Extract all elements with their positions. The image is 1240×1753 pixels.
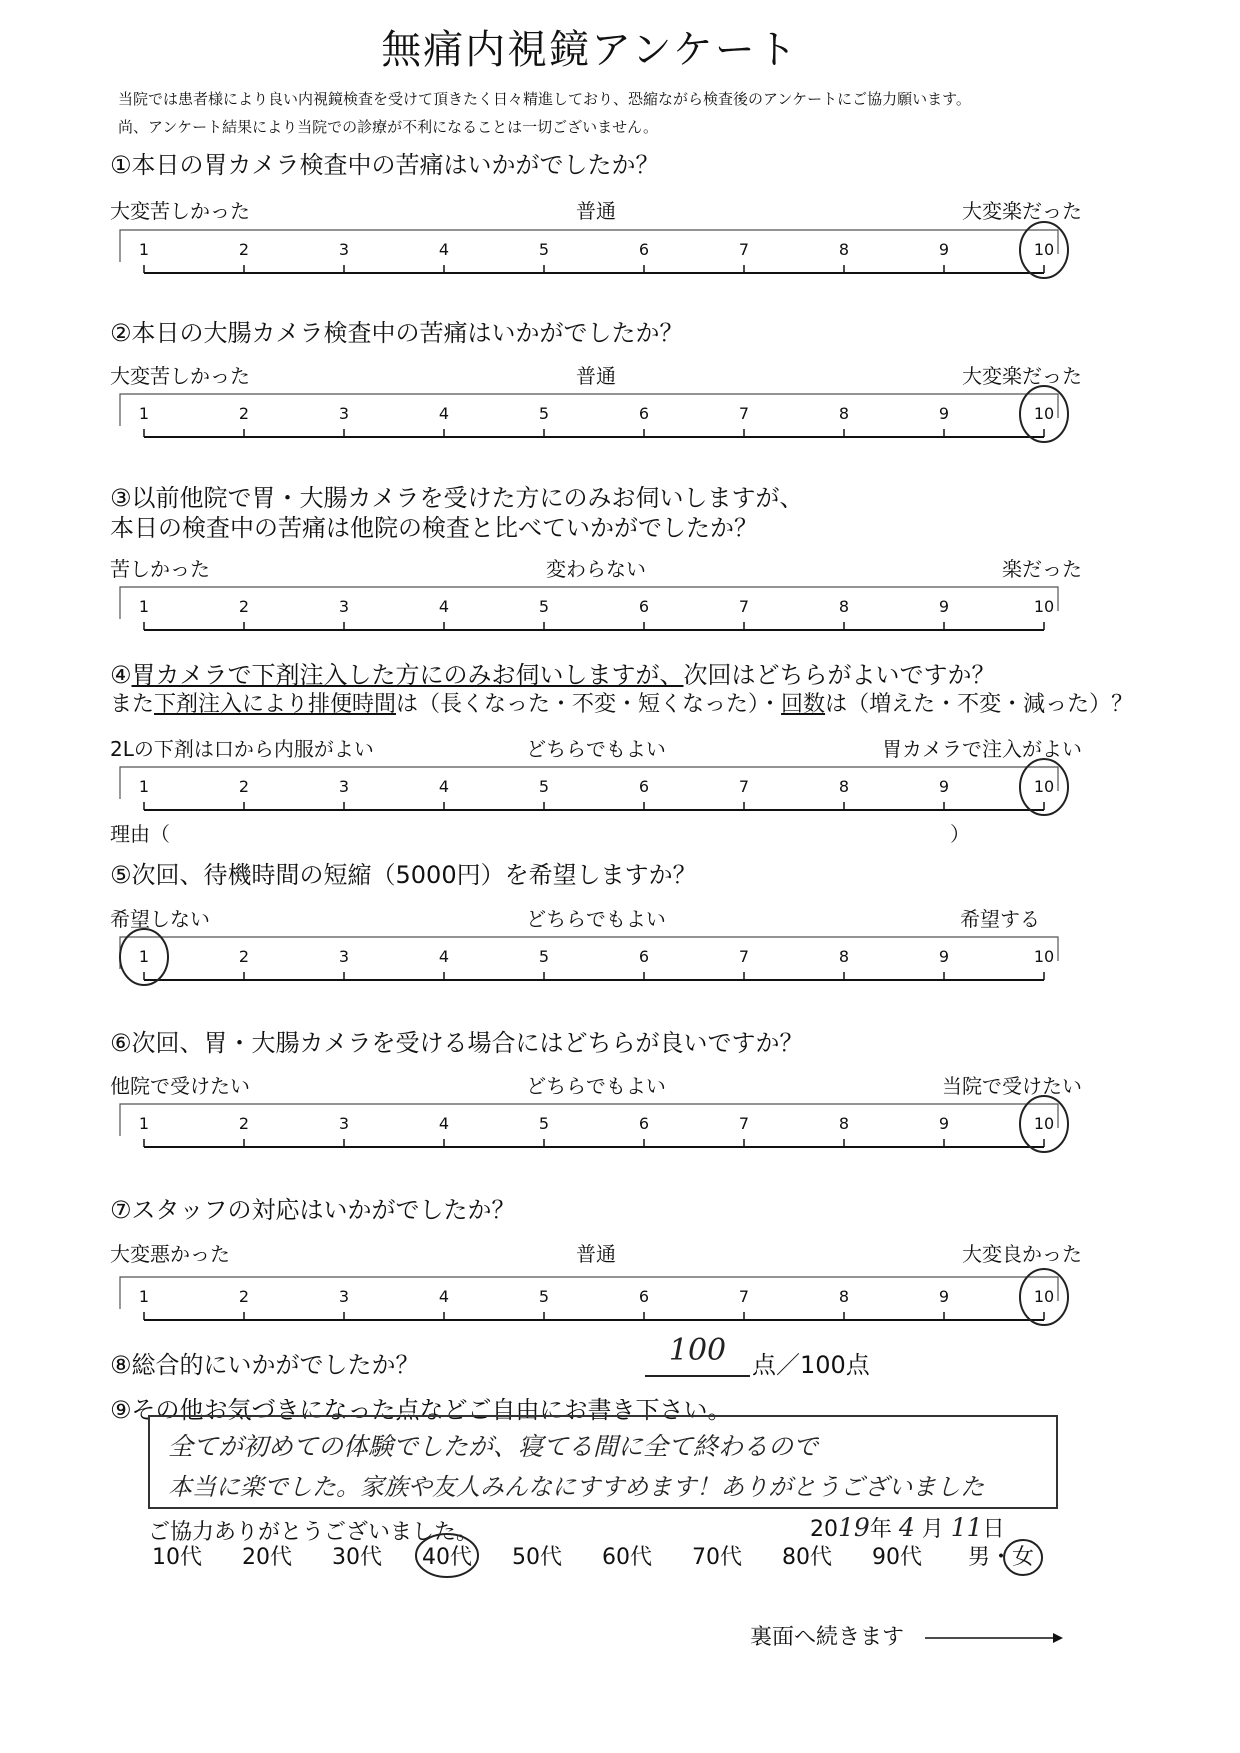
question-9: ⑨その他お気づきになった点などご自由にお書き下さい。 — [110, 1396, 732, 1424]
date-month[interactable]: 4 — [898, 1513, 915, 1542]
age-option[interactable]: 60代 — [602, 1545, 652, 1570]
question-8: ⑧総合的にいかがでしたか？ — [110, 1351, 420, 1379]
scale-option-4[interactable]: 4 — [438, 777, 450, 796]
question-6: ⑥次回、胃・大腸カメラを受ける場合にはどちらが良いですか？ — [110, 1029, 804, 1057]
q1-mid-label: 普通 — [576, 199, 616, 223]
q1-right-label: 大変楽だった — [962, 199, 1082, 223]
scale-option-8[interactable]: 8 — [838, 240, 850, 259]
scale-option-9[interactable]: 9 — [938, 404, 950, 423]
scale-option-7[interactable]: 7 — [738, 240, 750, 259]
scale-option-2[interactable]: 2 — [238, 404, 250, 423]
scale-option-10[interactable]: 10 — [1033, 777, 1055, 796]
scale-option-1[interactable]: 1 — [138, 947, 150, 966]
rating-scale-q2[interactable] — [0, 392, 1240, 452]
question-7: ⑦スタッフの対応はいかがでしたか？ — [110, 1196, 516, 1224]
q4-count-options: は（増えた・不変・減った）？ — [825, 692, 1134, 717]
scale-option-4[interactable]: 4 — [438, 597, 450, 616]
continue-note: 裏面へ続きます — [750, 1625, 905, 1650]
q4-defecation-time: 下剤注入により排便時間 — [154, 692, 397, 717]
gender-separator: ・ — [990, 1545, 1013, 1570]
q4-reason-close: ） — [950, 822, 970, 846]
scale-option-2[interactable]: 2 — [238, 777, 250, 796]
q6-mid-label: どちらでもよい — [526, 1074, 666, 1098]
q4-condition: 胃カメラで下剤注入した方にのみお伺いしますが、 — [131, 661, 684, 689]
scale-option-3[interactable]: 3 — [338, 404, 350, 423]
scale-option-3[interactable]: 3 — [338, 1287, 350, 1306]
scale-option-1[interactable]: 1 — [138, 1287, 150, 1306]
rating-scale-q7[interactable] — [0, 1275, 1240, 1335]
age-option-selected[interactable]: 40代 — [422, 1545, 472, 1570]
q4-count: 回数 — [781, 692, 826, 717]
scale-option-5[interactable]: 5 — [538, 240, 550, 259]
rating-scale-q6[interactable] — [0, 1102, 1240, 1162]
q3-mid-label: 変わらない — [546, 557, 646, 581]
q4-number: ④ — [110, 661, 132, 689]
comment-box[interactable] — [148, 1415, 1058, 1509]
scale-option-3[interactable]: 3 — [338, 777, 350, 796]
date — [810, 1512, 1005, 1543]
intro-line-1: 当院では患者様により良い内視鏡検査を受けて頂きたく日々精進しており、恐縮ながら検査後のアンケートにご協力願います。 — [118, 90, 971, 108]
scale-option-1[interactable]: 1 — [138, 404, 150, 423]
q8-handwritten-score: 100 — [668, 1333, 727, 1368]
scale-option-6[interactable]: 6 — [638, 947, 650, 966]
scale-option-10[interactable]: 10 — [1033, 1287, 1055, 1306]
scale-option-10[interactable]: 10 — [1033, 947, 1055, 966]
scale-option-2[interactable]: 2 — [238, 1114, 250, 1133]
page-title: 無痛内視鏡アンケート — [381, 27, 799, 73]
scale-option-10[interactable]: 10 — [1033, 597, 1055, 616]
date-day-unit: 日 — [982, 1517, 1005, 1542]
scale-option-8[interactable]: 8 — [838, 597, 850, 616]
rating-scale-q5[interactable] — [0, 935, 1240, 995]
scale-option-1[interactable]: 1 — [138, 777, 150, 796]
scale-option-1[interactable]: 1 — [138, 240, 150, 259]
question-4-line2 — [110, 687, 1133, 718]
q2-right-label: 大変楽だった — [962, 364, 1082, 388]
thanks-text: ご協力ありがとうございました。 — [148, 1520, 479, 1545]
gender-options — [968, 1540, 1034, 1571]
q4-also: また — [110, 692, 155, 717]
comment-line-2: 本当に楽でした。家族や友人みんなにすすめます！ありがとうございました — [168, 1473, 985, 1501]
age-option[interactable]: 10代 — [152, 1545, 202, 1570]
age-option[interactable]: 50代 — [512, 1545, 562, 1570]
scale-option-7[interactable]: 7 — [738, 404, 750, 423]
age-option[interactable]: 90代 — [872, 1545, 922, 1570]
q2-mid-label: 普通 — [576, 364, 616, 388]
arrow-right-icon — [925, 1630, 1065, 1646]
q5-mid-label: どちらでもよい — [526, 907, 666, 931]
q4-right-label: 胃カメラで注入がよい — [882, 737, 1082, 761]
scale-option-2[interactable]: 2 — [238, 947, 250, 966]
q5-right-label: 希望する — [960, 907, 1040, 931]
q5-left-label: 希望しない — [110, 907, 210, 931]
scale-option-6[interactable]: 6 — [638, 597, 650, 616]
scale-option-4[interactable]: 4 — [438, 404, 450, 423]
scale-option-7[interactable]: 7 — [738, 597, 750, 616]
rating-scale-q1[interactable] — [0, 228, 1240, 288]
age-option[interactable]: 30代 — [332, 1545, 382, 1570]
comment-line-1: 全てが初めての体験でしたが、寝てる間に全て終わるので — [168, 1432, 819, 1461]
intro-line-2: 尚、アンケート結果により当院での診療が不利になることは一切ございません。 — [118, 118, 659, 136]
scale-option-8[interactable]: 8 — [838, 947, 850, 966]
q7-mid-label: 普通 — [576, 1242, 616, 1266]
scale-option-8[interactable]: 8 — [838, 404, 850, 423]
scale-option-7[interactable]: 7 — [738, 777, 750, 796]
scale-option-10[interactable]: 10 — [1033, 404, 1055, 423]
scale-option-10[interactable]: 10 — [1033, 1114, 1055, 1133]
q4-question: 次回はどちらがよいですか？ — [683, 661, 996, 689]
q6-left-label: 他院で受けたい — [110, 1074, 250, 1098]
gender-female[interactable]: 女 — [1012, 1545, 1035, 1570]
scale-option-6[interactable]: 6 — [638, 777, 650, 796]
q2-left-label: 大変苦しかった — [110, 364, 250, 388]
scale-option-5[interactable]: 5 — [538, 597, 550, 616]
scale-option-3[interactable]: 3 — [338, 947, 350, 966]
scale-option-9[interactable]: 9 — [938, 947, 950, 966]
scale-option-8[interactable]: 8 — [838, 1287, 850, 1306]
scale-option-6[interactable]: 6 — [638, 1114, 650, 1133]
scale-option-4[interactable]: 4 — [438, 947, 450, 966]
scale-option-5[interactable]: 5 — [538, 404, 550, 423]
rating-scale-q3[interactable] — [0, 585, 1240, 645]
question-4 — [110, 655, 996, 690]
question-2: ②本日の大腸カメラ検査中の苦痛はいかがでしたか？ — [110, 319, 684, 347]
question-1: ①本日の胃カメラ検査中の苦痛はいかがでしたか？ — [110, 151, 660, 179]
scale-option-5[interactable]: 5 — [538, 1287, 550, 1306]
question-5: ⑤次回、待機時間の短縮（5000円）を希望しますか？ — [110, 861, 697, 889]
q6-right-label: 当院で受けたい — [942, 1074, 1082, 1098]
date-month-unit: 月 — [921, 1517, 944, 1542]
scale-option-9[interactable]: 9 — [938, 240, 950, 259]
scale-option-1[interactable]: 1 — [138, 597, 150, 616]
q8-score-suffix: 点／100点 — [752, 1351, 870, 1379]
scale-option-4[interactable]: 4 — [438, 1114, 450, 1133]
scale-option-6[interactable]: 6 — [638, 404, 650, 423]
scale-option-6[interactable]: 6 — [638, 1287, 650, 1306]
scale-option-5[interactable]: 5 — [538, 1114, 550, 1133]
q1-left-label: 大変苦しかった — [110, 199, 250, 223]
scale-option-1[interactable]: 1 — [138, 1114, 150, 1133]
scale-option-7[interactable]: 7 — [738, 1287, 750, 1306]
scale-option-3[interactable]: 3 — [338, 1114, 350, 1133]
date-year[interactable]: 19 — [838, 1513, 870, 1542]
gender-male[interactable]: 男 — [968, 1545, 991, 1570]
question-3-line2: 本日の検査中の苦痛は他院の検査と比べていかがでしたか？ — [110, 514, 758, 542]
scale-option-5[interactable]: 5 — [538, 777, 550, 796]
scale-option-2[interactable]: 2 — [238, 240, 250, 259]
scale-option-2[interactable]: 2 — [238, 597, 250, 616]
age-option[interactable]: 70代 — [692, 1545, 742, 1570]
q4-reason-label: 理由（ — [110, 822, 170, 846]
age-option[interactable]: 80代 — [782, 1545, 832, 1570]
q7-left-label: 大変悪かった — [110, 1242, 230, 1266]
q4-mid-label: どちらでもよい — [526, 737, 666, 761]
scale-option-6[interactable]: 6 — [638, 240, 650, 259]
scale-option-5[interactable]: 5 — [538, 947, 550, 966]
scale-option-9[interactable]: 9 — [938, 777, 950, 796]
question-3: ③以前他院で胃・大腸カメラを受けた方にのみお伺いしますが、 — [110, 484, 804, 512]
date-prefix: 20 — [810, 1517, 838, 1542]
age-option[interactable]: 20代 — [242, 1545, 292, 1570]
scale-option-7[interactable]: 7 — [738, 947, 750, 966]
q4-left-label: 2Lの下剤は口から内服がよい — [110, 737, 374, 761]
q3-right-label: 楽だった — [1002, 557, 1082, 581]
scale-option-3[interactable]: 3 — [338, 240, 350, 259]
scale-option-7[interactable]: 7 — [738, 1114, 750, 1133]
q7-right-label: 大変良かった — [962, 1242, 1082, 1266]
q8-score-field[interactable] — [645, 1333, 750, 1377]
scale-option-8[interactable]: 8 — [838, 1114, 850, 1133]
scale-option-3[interactable]: 3 — [338, 597, 350, 616]
scale-option-4[interactable]: 4 — [438, 240, 450, 259]
rating-scale-q4[interactable] — [0, 765, 1240, 825]
date-year-unit: 年 — [869, 1517, 892, 1542]
scale-option-10[interactable]: 10 — [1033, 240, 1055, 259]
q4-time-options: は（長くなった・不変・短くなった）・ — [396, 692, 782, 717]
scale-option-9[interactable]: 9 — [938, 1114, 950, 1133]
scale-option-4[interactable]: 4 — [438, 1287, 450, 1306]
scale-option-9[interactable]: 9 — [938, 1287, 950, 1306]
date-day[interactable]: 11 — [950, 1513, 983, 1542]
scale-option-9[interactable]: 9 — [938, 597, 950, 616]
q3-left-label: 苦しかった — [110, 557, 210, 581]
scale-option-2[interactable]: 2 — [238, 1287, 250, 1306]
scale-option-8[interactable]: 8 — [838, 777, 850, 796]
